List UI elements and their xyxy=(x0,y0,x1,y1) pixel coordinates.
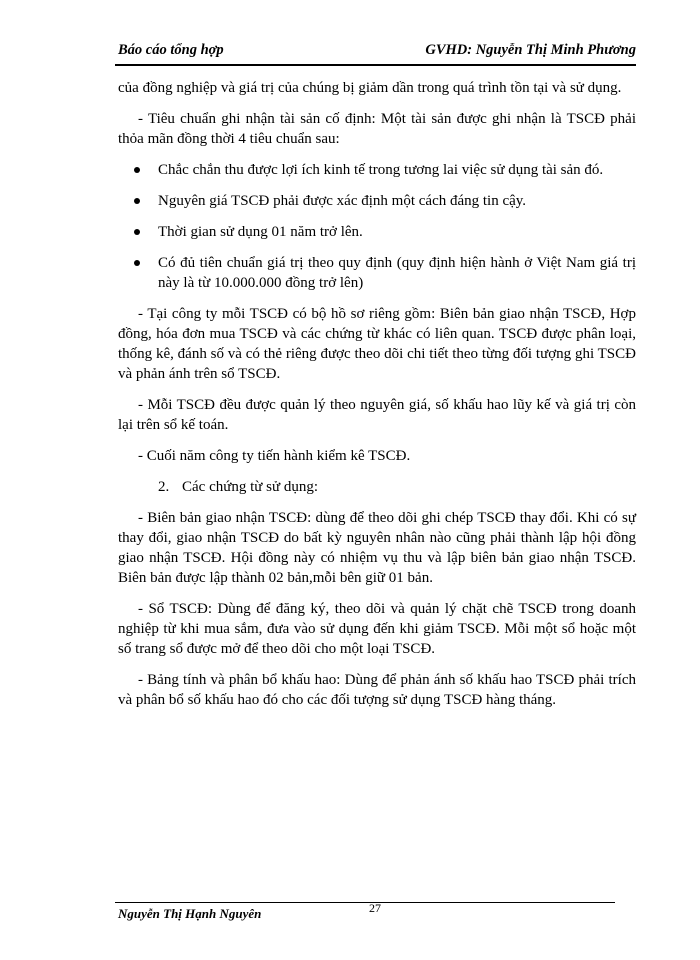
paragraph-depreciation: - Bảng tính và phân bổ khấu hao: Dùng để phản ánh số khấu hao TSCĐ phải trích và phân bổ số khấu hao đó cho các đối tượng sử dụng TSCĐ hàng tháng. xyxy=(118,672,636,708)
bullet-icon xyxy=(134,198,140,204)
paragraph-handover: - Biên bản giao nhận TSCĐ: dùng để theo dõi ghi chép TSCĐ thay đổi. Khi có sự thay đổi, giao nhận TSCĐ do bất kỳ nguyên nhân nào cũng phải thành lập hội đồng giao nhận TSCĐ. Hội đồng này có nhiệm vụ thu và lập biên bản giao nhận TSCĐ. Biên bản được lập thành 02 bản,mỗi bên giữ 01 bản. xyxy=(118,510,636,586)
paragraph-ledger: - Sổ TSCĐ: Dùng để đăng ký, theo dõi và quản lý chặt chẽ TSCĐ trong doanh nghiệp từ khi mua sắm, đưa vào sử dụng đến khi giảm TSCĐ. Mỗi một sổ hoặc một số trang sổ được mở để theo dõi cho một loại TSCĐ. xyxy=(118,601,636,657)
page-body xyxy=(118,78,636,721)
list-item xyxy=(118,253,636,293)
list-item-text: Chắc chắn thu được lợi ích kinh tế trong tương lai việc sử dụng tài sản đó. xyxy=(158,162,604,178)
paragraph-managed: - Mỗi TSCĐ đều được quản lý theo nguyên giá, số khấu hao lũy kế và giá trị còn lại trên sổ kế toán. xyxy=(118,397,636,433)
bullet-icon xyxy=(134,229,140,235)
footer-divider xyxy=(115,902,615,903)
criteria-list xyxy=(118,160,636,293)
list-item xyxy=(118,160,636,180)
bullet-icon xyxy=(134,167,140,173)
footer-author: Nguyễn Thị Hạnh Nguyên xyxy=(118,906,262,921)
list-item-text: Có đủ tiên chuẩn giá trị theo quy định (quy định hiện hành ở Việt Nam giá trị này là từ 10.000.000 đồng trở lên) xyxy=(158,255,636,291)
section-title: Các chứng từ sử dụng: xyxy=(182,479,319,495)
bullet-icon xyxy=(134,260,140,266)
section-heading xyxy=(118,477,636,497)
section-number: 2. xyxy=(158,479,170,495)
list-item xyxy=(118,191,636,211)
paragraph-inventory: - Cuối năm công ty tiến hành kiểm kê TSCĐ. xyxy=(138,448,411,464)
paragraph-records: - Tại công ty mỗi TSCĐ có bộ hồ sơ riêng gồm: Biên bản giao nhận TSCĐ, Hợp đồng, hóa đơn mua TSCĐ và các chứng từ khác có liên quan. TSCĐ được phân loại, thống kê, đánh số và có thẻ riêng được theo dõi chi tiết theo từng đối tượng ghi TSCĐ và phản ánh trên sổ TSCĐ. xyxy=(118,306,636,382)
header-supervisor: GVHD: Nguyễn Thị Minh Phương xyxy=(425,42,636,58)
page-header xyxy=(115,40,636,66)
header-report-title: Báo cáo tổng hợp xyxy=(118,42,224,58)
list-item-text: Thời gian sử dụng 01 năm trở lên. xyxy=(158,224,363,240)
list-item-text: Nguyên giá TSCĐ phải được xác định một cách đáng tin cậy. xyxy=(158,193,527,209)
page-number: 27 xyxy=(369,901,381,915)
paragraph-intro: của đồng nghiệp và giá trị của chúng bị giảm dần trong quá trình tồn tại và sử dụng. xyxy=(118,80,622,96)
list-item xyxy=(118,222,636,242)
paragraph-criteria-intro: - Tiêu chuẩn ghi nhận tài sản cố định: Một tài sản được ghi nhận là TSCĐ phải thỏa mãn đồng thời 4 tiêu chuẩn sau: xyxy=(118,111,636,147)
